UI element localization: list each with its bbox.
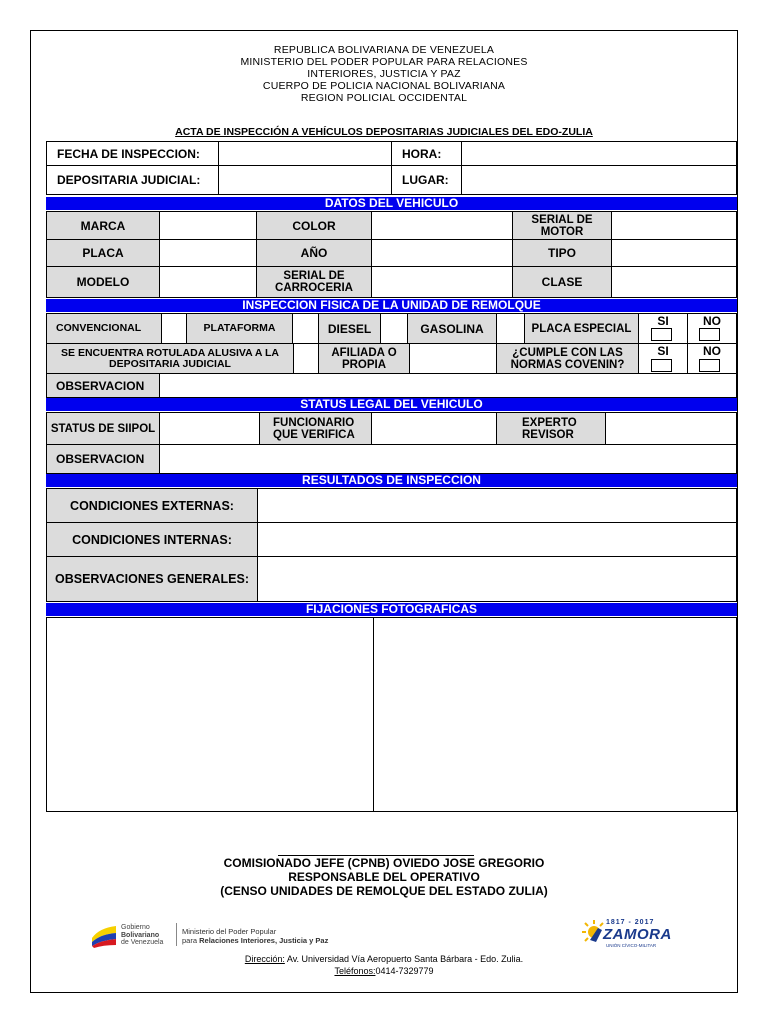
observacion-status-label: OBSERVACION	[46, 444, 160, 474]
logo-divider	[176, 923, 177, 946]
fecha-label: FECHA DE INSPECCION:	[46, 141, 219, 166]
zamora-name: ZAMORA	[603, 926, 672, 943]
section-inspeccion-fisica: INSPECCION FISICA DE LA UNIDAD DE REMOLQUE	[46, 299, 737, 312]
diesel-field[interactable]	[380, 313, 408, 344]
tipo-field[interactable]	[611, 239, 737, 267]
rotulada-field[interactable]	[293, 343, 319, 374]
form-title: ACTA DE INSPECCIÓN A VEHÍCULOS DEPOSITARIAS JUDICIALES DEL EDO-ZULIA	[175, 126, 593, 138]
observacion-fisica-label: OBSERVACION	[46, 373, 160, 398]
marca-field[interactable]	[159, 211, 257, 240]
phone-line	[0, 965, 768, 977]
siipol-field[interactable]	[159, 412, 260, 445]
signature-name: COMISIONADO JEFE (CPNB) OVIEDO JOSE GREGORIO	[223, 856, 545, 870]
observaciones-generales-field[interactable]	[257, 556, 737, 602]
no-label: NO	[703, 344, 721, 358]
condiciones-externas-field[interactable]	[257, 488, 737, 523]
section-resultados: RESULTADOS DE INSPECCION	[46, 474, 737, 487]
placa-label: PLACA	[46, 239, 160, 267]
zamora-years: 1817 - 2017	[606, 919, 655, 926]
header-cpnb: CUERPO DE POLICIA NACIONAL BOLIVARIANA	[262, 80, 506, 92]
phone-value: 0414-7329779	[375, 966, 434, 976]
placa-especial-label: PLACA ESPECIAL	[524, 313, 639, 344]
lugar-field[interactable]	[461, 165, 737, 195]
signature-role: RESPONSABLE DEL OPERATIVO	[288, 870, 480, 884]
photo-box-left[interactable]	[46, 617, 374, 812]
afiliada-field[interactable]	[409, 343, 497, 374]
zamora-subtitle: UNIÓN CÍVICO-MILITAR	[606, 943, 657, 948]
afiliada-label: AFILIADA O PROPIA	[318, 343, 410, 374]
convencional-label: CONVENCIONAL	[46, 313, 162, 344]
modelo-label: MODELO	[46, 266, 160, 298]
phone-label: Teléfonos:	[334, 966, 376, 976]
convencional-field[interactable]	[161, 313, 187, 344]
ministerio-line-2-name: Relaciones Interiores, Justicia y Paz	[199, 936, 329, 945]
condiciones-internas-label: CONDICIONES INTERNAS:	[46, 522, 258, 557]
ministerio-line-1: Ministerio del Poder Popular	[182, 927, 277, 936]
color-field[interactable]	[371, 211, 513, 240]
plataforma-label: PLATAFORMA	[186, 313, 293, 344]
covenin-si-checkbox[interactable]	[651, 359, 672, 372]
header-region: REGION POLICIAL OCCIDENTAL	[300, 92, 468, 104]
condiciones-externas-label: CONDICIONES EXTERNAS:	[46, 488, 258, 523]
no-label: NO	[703, 314, 721, 328]
covenin-label: ¿CUMPLE CON LAS NORMAS COVENIN?	[496, 343, 639, 374]
covenin-no-checkbox[interactable]	[699, 359, 720, 372]
observaciones-generales-label: OBSERVACIONES GENERALES:	[46, 556, 258, 602]
fecha-field[interactable]	[218, 141, 392, 166]
si-label: SI	[657, 344, 669, 358]
serial-carroceria-label: SERIAL DE CARROCERIA	[256, 266, 372, 298]
gasolina-label: GASOLINA	[407, 313, 497, 344]
signature-unit: (CENSO UNIDADES DE REMOLQUE DEL ESTADO ZULIA)	[220, 884, 548, 898]
observacion-fisica-field[interactable]	[159, 373, 737, 398]
lugar-label: LUGAR:	[391, 165, 462, 195]
si-label: SI	[657, 314, 669, 328]
header-republica: REPUBLICA BOLIVARIANA DE VENEZUELA	[273, 44, 495, 56]
depositaria-label: DEPOSITARIA JUDICIAL:	[46, 165, 219, 195]
gobierno-line-3: de Venezuela	[121, 939, 164, 946]
anio-field[interactable]	[371, 239, 513, 267]
anio-label: AÑO	[256, 239, 372, 267]
depositaria-field[interactable]	[218, 165, 392, 195]
ministerio-line-2-para: para	[182, 936, 198, 945]
section-status-legal: STATUS LEGAL DEL VEHICULO	[46, 398, 737, 411]
diesel-label: DIESEL	[318, 313, 381, 344]
serial-motor-field[interactable]	[611, 211, 737, 240]
condiciones-internas-field[interactable]	[257, 522, 737, 557]
experto-label: EXPERTO REVISOR	[496, 412, 606, 445]
tipo-label: TIPO	[512, 239, 612, 267]
header-interiores: INTERIORES, JUSTICIA Y PAZ	[307, 68, 461, 80]
header-ministerio: MINISTERIO DEL PODER POPULAR PARA RELACIONES	[240, 56, 528, 68]
placa-especial-si-checkbox[interactable]	[651, 328, 672, 341]
rotulada-label: SE ENCUENTRA ROTULADA ALUSIVA A LA DEPOSITARIA JUDICIAL	[46, 343, 294, 374]
address-label: Dirección:	[244, 954, 285, 964]
hora-field[interactable]	[461, 141, 737, 166]
hora-label: HORA:	[391, 141, 462, 166]
venezuela-flag-logo	[91, 924, 117, 948]
color-label: COLOR	[256, 211, 372, 240]
gobierno-line-2: Bolivariano	[121, 931, 160, 939]
siipol-label: STATUS DE SIIPOL	[46, 412, 160, 445]
gobierno-line-1: Gobierno	[121, 924, 150, 931]
serial-carroceria-field[interactable]	[371, 266, 513, 298]
ministerio-logo-text	[182, 927, 328, 945]
marca-label: MARCA	[46, 211, 160, 240]
funcionario-field[interactable]	[371, 412, 497, 445]
experto-field[interactable]	[605, 412, 737, 445]
address-value: Av. Universidad Vía Aeropuerto Santa Bárbara - Edo. Zulia.	[284, 954, 524, 964]
gobierno-bolivariano-logo-text	[121, 924, 163, 947]
clase-field[interactable]	[611, 266, 737, 298]
section-datos-vehiculo: DATOS DEL VEHICULO	[46, 197, 737, 210]
plataforma-field[interactable]	[292, 313, 319, 344]
section-fijaciones: FIJACIONES FOTOGRAFICAS	[46, 603, 737, 616]
serial-motor-label: SERIAL DE MOTOR	[512, 211, 612, 240]
observacion-status-field[interactable]	[159, 444, 737, 474]
placa-especial-no-checkbox[interactable]	[699, 328, 720, 341]
address-line	[0, 953, 768, 965]
funcionario-label: FUNCIONARIO QUE VERIFICA	[259, 412, 372, 445]
photo-box-right[interactable]	[373, 617, 737, 812]
gasolina-field[interactable]	[496, 313, 525, 344]
modelo-field[interactable]	[159, 266, 257, 298]
clase-label: CLASE	[512, 266, 612, 298]
placa-field[interactable]	[159, 239, 257, 267]
